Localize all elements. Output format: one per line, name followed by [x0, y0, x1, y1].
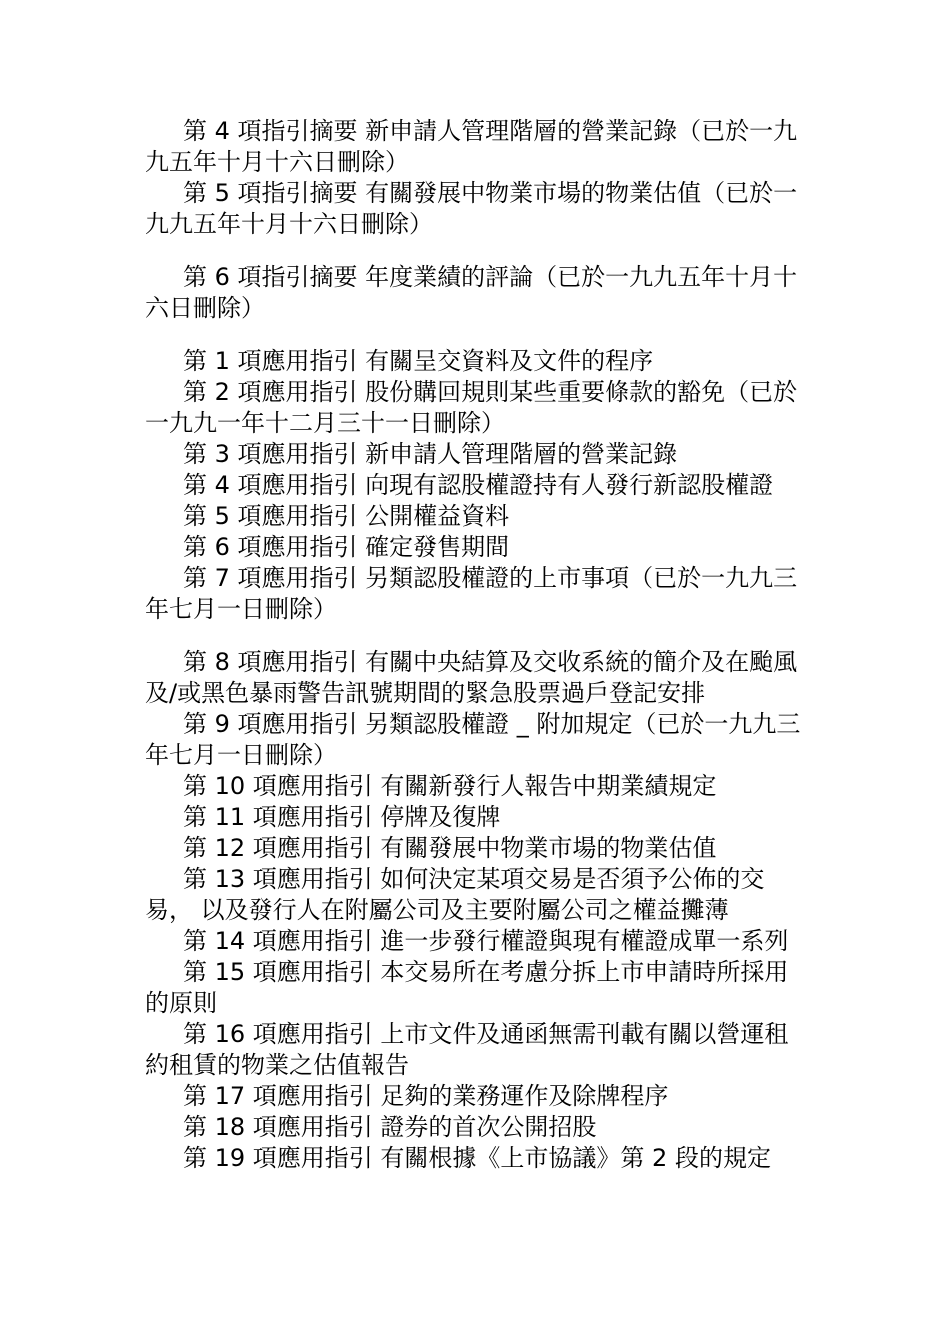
- practice-note-entry: 第 19 項應用指引 有關根據《上市協議》第 2 段的規定: [183, 1144, 771, 1172]
- practice-note-entry: 第 4 項應用指引 向現有認股權證持有人發行新認股權證: [183, 471, 774, 499]
- practice-note-entry: 第 2 項應用指引 股份購回規則某些重要條款的豁免（已於一九九一年十二月三十一日刪除）: [145, 378, 798, 437]
- practice-note-entry: 第 8 項應用指引 有關中央結算及交收系統的簡介及在颱風及/或黑色暴雨警告訊號期間的緊急股票過戶登記安排: [145, 648, 798, 707]
- practice-note-entry: 第 9 項應用指引 另類認股權證 _ 附加規定（已於一九九三年七月一日刪除）: [145, 710, 801, 769]
- guidance-entry: 第 5 項指引摘要 有關發展中物業市場的物業估值（已於一九九五年十月十六日刪除）: [145, 179, 798, 238]
- practice-note-entry: 第 12 項應用指引 有關發展中物業市場的物業估值: [183, 834, 717, 862]
- practice-note-entry: 第 14 項應用指引 進一步發行權證與現有權證成單一系列: [183, 927, 789, 955]
- practice-note-entry: 第 7 項應用指引 另類認股權證的上市事項（已於一九九三年七月一日刪除）: [145, 564, 798, 623]
- practice-note-entry: 第 16 項應用指引 上市文件及通函無需刊載有關以營運租約租賃的物業之估值報告: [145, 1020, 789, 1079]
- practice-note-entry: 第 5 項應用指引 公開權益資料: [183, 502, 510, 530]
- practice-note-entry: 第 1 項應用指引 有關呈交資料及文件的程序: [183, 347, 654, 375]
- practice-note-entry: 第 13 項應用指引 如何決定某項交易是否須予公佈的交易， 以及發行人在附屬公司及主要附屬公司之權益攤薄: [145, 865, 765, 924]
- document-body: [145, 116, 805, 1174]
- practice-note-entry: 第 17 項應用指引 足夠的業務運作及除牌程序: [183, 1082, 669, 1110]
- practice-note-entry: 第 6 項應用指引 確定發售期間: [183, 533, 510, 561]
- practice-note-entry: 第 18 項應用指引 證券的首次公開招股: [183, 1113, 597, 1141]
- practice-note-entry: 第 10 項應用指引 有關新發行人報告中期業績規定: [183, 772, 717, 800]
- practice-note-entry: 第 15 項應用指引 本交易所在考慮分拆上市申請時所採用的原則: [145, 958, 789, 1017]
- guidance-entry: 第 4 項指引摘要 新申請人管理階層的營業記錄（已於一九九五年十月十六日刪除）: [145, 117, 798, 176]
- practice-note-entry: 第 3 項應用指引 新申請人管理階層的營業記錄: [183, 440, 678, 468]
- practice-note-entry: 第 11 項應用指引 停牌及復牌: [183, 803, 501, 831]
- guidance-entry: 第 6 項指引摘要 年度業績的評論（已於一九九五年十月十六日刪除）: [145, 263, 798, 322]
